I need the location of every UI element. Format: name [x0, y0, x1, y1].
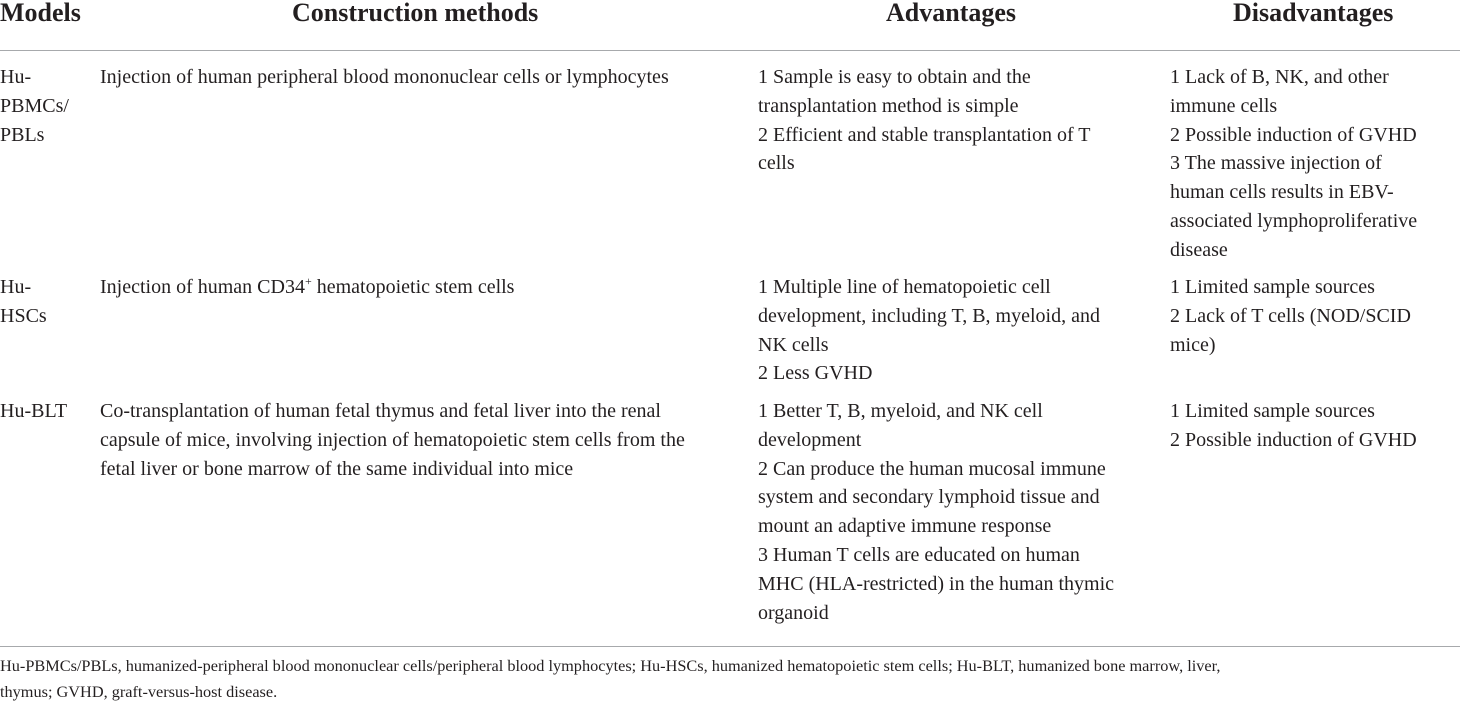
advantage-line: 2 Less GVHD: [758, 362, 873, 385]
model-line: PBMCs/: [0, 94, 69, 117]
construction-line: fetal liver or bone marrow of the same individual into mice: [100, 457, 574, 480]
advantage-line: NK cells: [758, 333, 829, 356]
advantage-line: system and secondary lymphoid tissue and: [758, 486, 1100, 509]
construction-cell: [100, 63, 745, 92]
construction-cell: [100, 397, 745, 483]
disadvantages-cell: [1170, 273, 1455, 359]
table-header: [0, 0, 1460, 51]
header-models: Models: [0, 0, 81, 27]
header-disadvantages: Disadvantages: [1233, 0, 1394, 27]
construction-text: Injection of human peripheral blood mononuclear cells or lymphocytes: [100, 66, 669, 88]
superscript-plus: +: [304, 274, 312, 288]
construction-line: Co-transplantation of human fetal thymus and fetal liver into the renal: [100, 400, 661, 422]
advantage-line: mount an adaptive immune response: [758, 515, 1052, 538]
construction-cell: [100, 273, 745, 302]
header-advantages: Advantages: [886, 0, 1017, 27]
disadvantages-cell: [1170, 63, 1455, 265]
disadvantage-line: 2 Lack of T cells (NOD/SCID: [1170, 304, 1411, 327]
table-footnote: [0, 653, 1460, 705]
construction-text-part: hematopoietic stem cells: [311, 276, 515, 298]
advantage-line: development: [758, 428, 862, 451]
disadvantage-line: mice): [1170, 333, 1216, 356]
advantages-cell: [758, 397, 1158, 627]
disadvantage-line: associated lymphoproliferative: [1170, 209, 1418, 232]
advantage-line: 1 Better T, B, myeloid, and NK cell: [758, 400, 1043, 422]
advantage-line: 1 Multiple line of hematopoietic cell: [758, 276, 1051, 298]
advantage-line: transplantation method is simple: [758, 94, 1019, 117]
advantage-line: cells: [758, 152, 795, 175]
disadvantages-cell: [1170, 397, 1455, 455]
disadvantage-line: 1 Lack of B, NK, and other: [1170, 66, 1389, 88]
table-bottom-rule: [0, 646, 1460, 647]
model-line: Hu-: [0, 276, 32, 298]
disadvantage-line: human cells results in EBV-: [1170, 181, 1394, 204]
model-line: HSCs: [0, 304, 47, 327]
model-line: Hu-: [0, 66, 32, 88]
construction-text-part: Injection of human CD34: [100, 276, 305, 298]
advantage-line: development, including T, B, myeloid, and: [758, 304, 1100, 327]
disadvantage-line: 3 The massive injection of: [1170, 152, 1382, 175]
model-cell: [0, 63, 95, 149]
footnote-line: Hu-PBMCs/PBLs, humanized-peripheral blood mononuclear cells/peripheral blood lymphocytes; Hu-HSCs, humanized hematopoietic stem cells; Hu-BLT, humanized bone marrow, liver,: [0, 656, 1221, 675]
advantages-cell: [758, 273, 1158, 388]
advantages-cell: [758, 63, 1158, 178]
disadvantage-line: 1 Limited sample sources: [1170, 400, 1375, 422]
construction-line: capsule of mice, involving injection of hematopoietic stem cells from the: [100, 428, 685, 451]
advantage-line: 2 Can produce the human mucosal immune: [758, 457, 1106, 480]
advantage-line: 1 Sample is easy to obtain and the: [758, 66, 1031, 88]
disadvantage-line: disease: [1170, 238, 1228, 261]
advantage-line: MHC (HLA-restricted) in the human thymic: [758, 572, 1115, 595]
advantage-line: 2 Efficient and stable transplantation of T: [758, 123, 1091, 146]
construction-text: [100, 273, 745, 302]
disadvantage-line: 2 Possible induction of GVHD: [1170, 123, 1417, 146]
model-line: Hu-BLT: [0, 400, 68, 422]
disadvantage-line: immune cells: [1170, 94, 1278, 117]
disadvantage-line: 1 Limited sample sources: [1170, 276, 1375, 298]
model-line: PBLs: [0, 123, 45, 146]
advantage-line: 3 Human T cells are educated on human: [758, 543, 1080, 566]
disadvantage-line: 2 Possible induction of GVHD: [1170, 428, 1417, 451]
model-cell: [0, 273, 95, 331]
model-cell: [0, 397, 95, 426]
advantage-line: organoid: [758, 601, 829, 624]
header-construction-methods: Construction methods: [292, 0, 539, 27]
footnote-line: thymus; GVHD, graft-versus-host disease.: [0, 682, 278, 701]
